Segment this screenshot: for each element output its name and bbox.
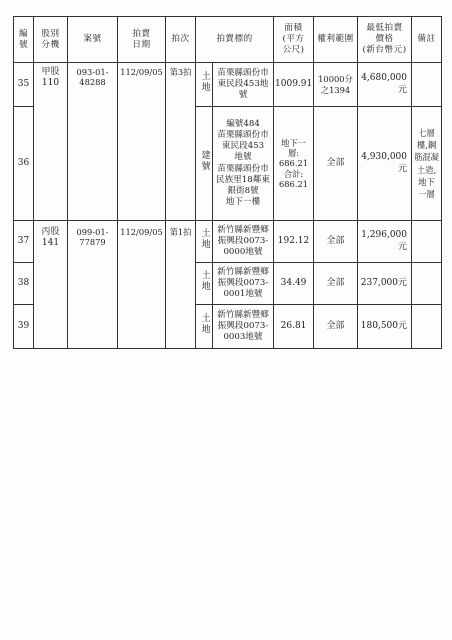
auction-table [13,16,442,349]
cell-subject: 苗栗縣頭份市 東民段453地 號 [213,63,274,107]
cell-kind [196,107,213,221]
kind-label: 土地 [199,71,210,94]
cell-remarks: 七層 樓,鋼 筋混凝 土造, 地下 一層 [412,107,442,221]
cell-auction-date: 112/09/05 [118,221,166,349]
cell-no: 36 [14,107,34,221]
cell-rights: 全部 [314,263,358,305]
cell-no: 39 [14,305,34,349]
cell-remarks [412,263,442,305]
cell-rights: 全部 [314,107,358,221]
cell-area: 地下一 層: 686.21 合計: 686.21 [274,107,314,221]
cell-kind [196,305,213,349]
cell-subject: 新竹縣新豐鄉 振興段0073- 0000地號 [213,221,274,263]
cell-kind [196,263,213,305]
table-header-row [14,17,442,63]
cell-subject: 編號484 苗栗縣頭份市 東民段453 地號 苗栗縣頭份市 民族里18鄰東 銀街8號 地下一樓 [213,107,274,221]
cell-case-no: 099-01- 77879 [68,221,118,349]
kind-label: 土地 [199,228,210,251]
cell-stock-class: 丙股 141 [34,221,68,349]
header-auction-date: 拍賣 日期 [118,17,166,63]
cell-no: 38 [14,263,34,305]
cell-stock-class: 甲股 110 [34,63,68,221]
cell-min-price: 1,296,000元 [358,221,412,263]
cell-rights: 全部 [314,305,358,349]
cell-min-price: 180,500元 [358,305,412,349]
header-stock-class: 股別 分機 [34,17,68,63]
header-rights: 權利範圍 [314,17,358,63]
cell-no: 37 [14,221,34,263]
kind-label: 建號 [199,150,210,173]
header-remarks: 備註 [412,17,442,63]
cell-area: 192.12 [274,221,314,263]
cell-no: 35 [14,63,34,107]
cell-subject: 新竹縣新豐鄉 振興段0073- 0003地號 [213,305,274,349]
cell-remarks [412,305,442,349]
cell-round: 第1拍 [166,221,196,349]
cell-min-price: 237,000元 [358,263,412,305]
cell-kind [196,63,213,107]
header-area: 面積 (平方 公尺) [274,17,314,63]
cell-area: 34.49 [274,263,314,305]
header-round: 拍次 [166,17,196,63]
cell-min-price: 4,930,000元 [358,107,412,221]
cell-remarks [412,63,442,107]
cell-round: 第3拍 [166,63,196,221]
table-row [14,63,442,107]
header-min-price: 最低拍賣 價格 (新台幣元) [358,17,412,63]
header-case-no: 案號 [68,17,118,63]
kind-label: 土地 [199,270,210,293]
kind-label: 土地 [199,313,210,336]
header-no: 編 號 [14,17,34,63]
header-subject: 拍賣標的 [196,17,274,63]
cell-case-no: 093-01- 48288 [68,63,118,221]
cell-kind [196,221,213,263]
cell-subject: 新竹縣新豐鄉 振興段0073- 0001地號 [213,263,274,305]
table-row [14,221,442,263]
cell-auction-date: 112/09/05 [118,63,166,221]
cell-area: 1009.91 [274,63,314,107]
cell-rights: 10000分 之1394 [314,63,358,107]
cell-rights: 全部 [314,221,358,263]
cell-remarks [412,221,442,263]
cell-area: 26.81 [274,305,314,349]
cell-min-price: 4,680,000元 [358,63,412,107]
